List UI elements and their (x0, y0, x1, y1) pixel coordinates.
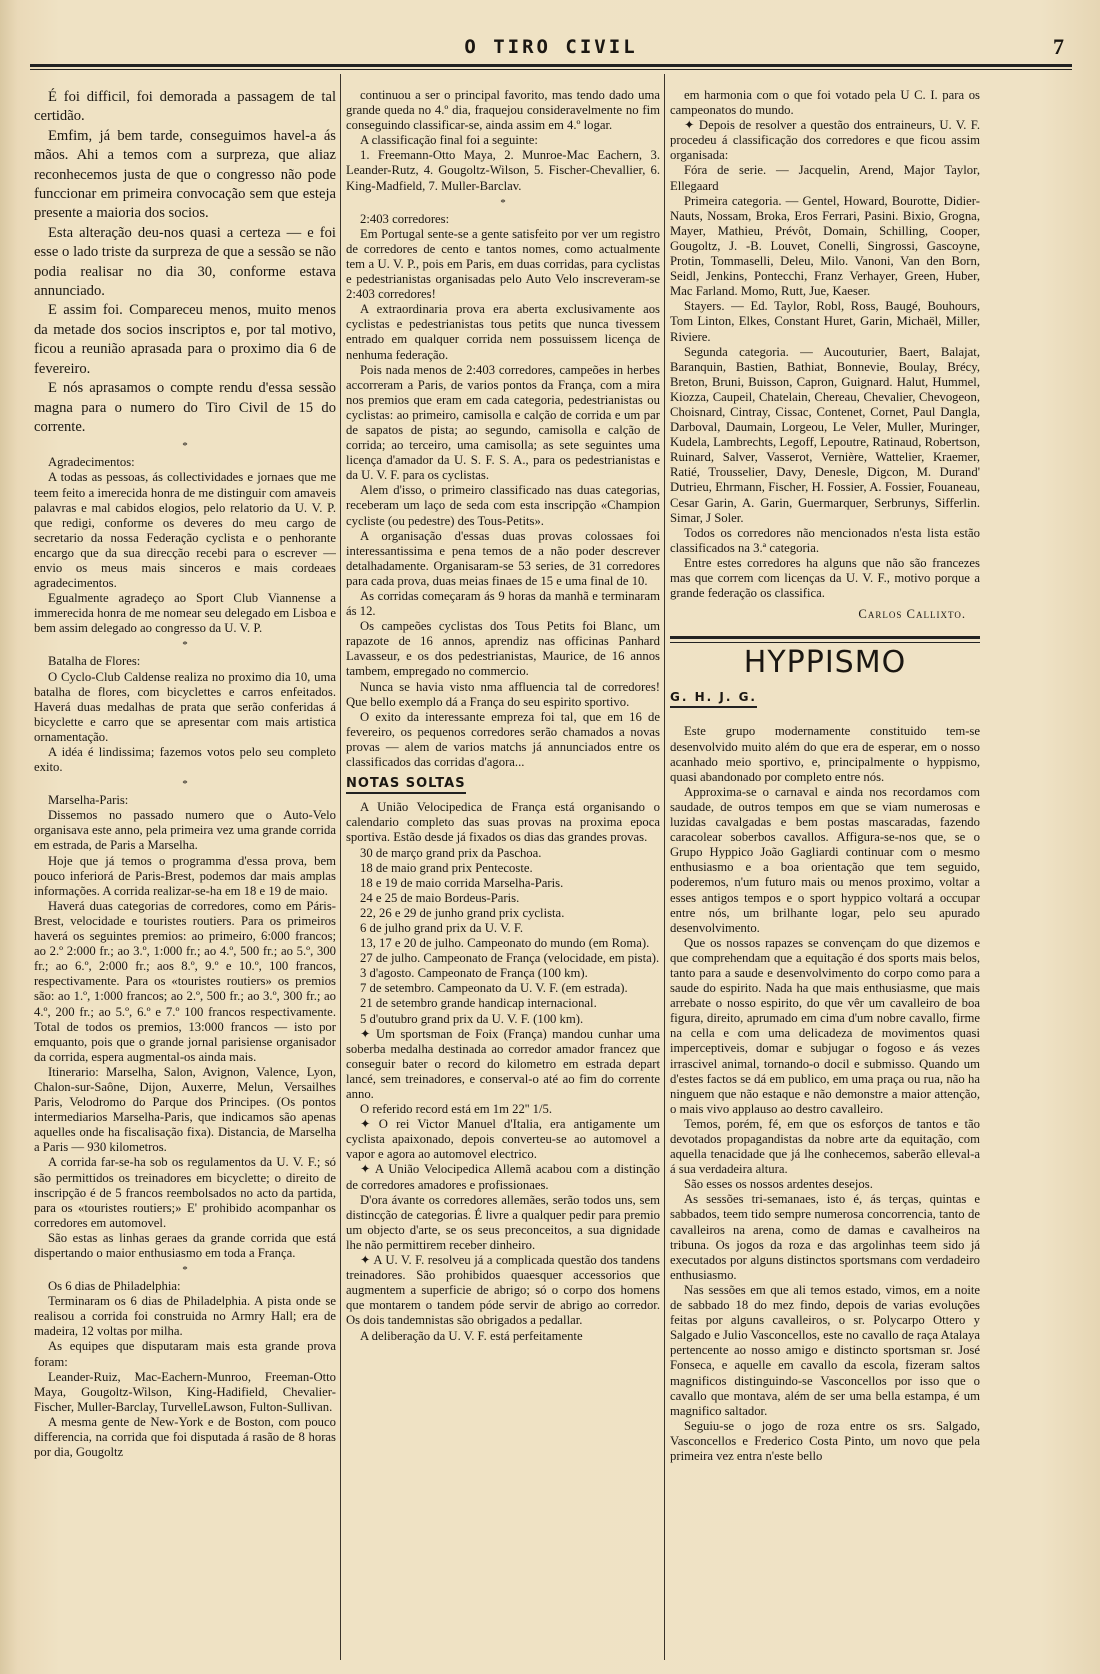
column-divider (664, 74, 665, 1660)
paragraph: A idéa é lindissima; fazemos votos pelo seu completo exito. (34, 745, 336, 775)
paragraph: continuou a ser o principal favorito, mas tendo dado uma grande queda no 4.º dia, fraquejou consideravelmente no fim conseguindo classificar-se, ainda assim em 4.º logar. (346, 88, 660, 133)
paragraph: 27 de julho. Campeonato de França (velocidade, em pista). (360, 951, 660, 966)
newspaper-title: O TIRO CIVIL (464, 36, 638, 58)
page-header (30, 34, 1072, 70)
paragraph: O exito da interessante empreza foi tal, que em 16 de fevereiro, os pequenos corredores serão chamados a novas provas — alem de varios matchs já annunciados entre os classificados das corridas d'agora... (346, 709, 660, 770)
paragraph: Entre estes corredores ha alguns que não são francezes mas que correm com licenças da U. V. F., motivo porque a grande federação os classifica. (670, 555, 980, 601)
paragraph: É foi difficil, foi demorada a passagem de tal certidão. (34, 89, 336, 125)
paragraph: E assim foi. Compareceu menos, muito menos da metade dos socios inscriptos e, por tal motivo, ficou a reunião aprasada para o proximo dia 6 de fevereiro. (34, 302, 336, 377)
paragraph: Em Portugal sente-se a gente satisfeito por ver um registro de corredores de cento e tantos nomes, como actualmente tem a U. V. P., pois em Paris, em duas corridas, para cyclistas e pedestrianistas organisadas pelo Auto Velo inscreveram-se 2:403 corredores! (346, 226, 660, 302)
paragraph: Os campeões cyclistas dos Tous Petits foi Blanc, um rapazote de 16 annos, aprendiz nas officinas Panhard Lavasseur, e os dos pedestrianistas, Maurice, de 16 annos tambem, empregado no commercio. (346, 619, 660, 679)
paragraph: Leander-Ruiz, Mac-Eachern-Munroo, Freeman-Otto Maya, Gougoltz-Wilson, King-Hadifield, Chevalier-Fischer, Muller-Barclay, TurvelleLawson, Fulton-Sullivan. (34, 1369, 336, 1414)
paragraph: 3 d'agosto. Campeonato de França (100 km). (360, 966, 588, 981)
paragraph: em harmonia com o que foi votado pela U C. I. para os campeonatos do mundo. (670, 88, 980, 118)
header-rule (30, 64, 1072, 67)
signature: Carlos Callixto. (858, 607, 966, 622)
paragraph: Batalha de Flores: (48, 654, 141, 669)
paragraph: Agradecimentos: (48, 455, 135, 470)
column-2 (346, 88, 660, 1658)
paragraph: Hoje que já temos o programma d'essa prova, bem pouco inferiorá de Paris-Brest, podemos dar mais amplas informações. A corrida realizar-se-ha em 18 e 19 de maio. (34, 853, 336, 898)
paragraph: 6 de julho grand prix da U. V. F. (360, 920, 524, 935)
paragraph: 18 de maio grand prix Pentecoste. (360, 860, 533, 875)
paragraph: Alem d'isso, o primeiro classificado nas duas categorias, receberam um laço de seda com esta inscripção «Champion cycliste (ou pedestre) des Tous-Petits». (346, 483, 660, 528)
paragraph: Pois nada menos de 2:403 corredores, campeões in herbes accorreram a Paris, de varios pontos da França, com a mira nos premios que eram em cada categoria, pedestrianistas ou cyclistas: ao primeiro, camisolla e calção de corrida e um par de sapatos de pista; ao segundo, camisolla e calção de corrida; ao terceiro, uma camisolla; as sete seguintes uma licença d'amador da U. S. F. S. A., para os pedestrianistas e da U. V. F. para os cyclistas. (346, 362, 660, 483)
paragraph: As equipes que disputaram mais esta grande prova foram: (34, 1339, 336, 1369)
paragraph: Terminaram os 6 dias de Philadelphia. A pista onde se realisou a corrida foi construida no Armry Hall; era de madeira, 12 voltas por milha. (34, 1294, 336, 1339)
paragraph: A todas as pessoas, ás collectividades e jornaes que me teem feito a imerecida honra de me distinguir com amaveis palavras e mal cabidos elogios, pelo relatorio da U. V. P. que redigi, conforme os deveres do meu cargo de secretario da nossa Federação cyclista e o penhorante encargo que da sua direcção recebi para o escrever — envio os meus mais sinceros e mais cordeaes agradecimentos. (34, 470, 336, 591)
subsection-title: G. H. J. G. (670, 690, 757, 708)
paragraph: Nunca se havia visto nma affluencia tal de corredores! Que bello exemplo dá a França do seu espirito sportivo. (346, 679, 660, 709)
paragraph: 22, 26 e 29 de junho grand prix cyclista. (360, 905, 565, 920)
paragraph: A classificação final foi a seguinte: (360, 133, 538, 148)
paragraph: A União Velocipedica de França está organisando o calendario completo das suas provas na proxima epoca sportiva. Estão desde já fixados os dias das grandes provas. (346, 800, 660, 845)
paragraph: Haverá duas categorias de corredores, como em Páris-Brest, velocidade e touristes routiers. Para os primeiros haverá os seguintes premios: ao primeiro, 6:000 francos; ao 2.º 2:000 fr.; ao 3.º, 1:000 fr.; ao 4.º, 500 fr.; ao 5.º, 300 fr.; ao 6.º, 2:000 fr.; aos 8.º, 9.º e 10.º, 100 francos, respectivamente. Para os «touristes routiers» os premios são: ao 1.º, 1:000 francos; ao 2.º, 500 fr.; ao 3.º, 300 fr.; ao 4.º, 200 fr.; ao 5.º, 6.º e 7.º 100 francos respectivamente. Total de todos os premios, 13:000 francos — isto por emquanto, pois que o grande jornal parisiense organisador da corrida, espera augmental-os ainda mais. (34, 898, 336, 1064)
paragraph: Esta alteração deu-nos quasi a certeza — e foi esse o lado triste da surpreza de que a sessão se não podia realisar no dia 30, conforme estava annunciado. (34, 224, 336, 300)
paragraph: ✦ A União Velocipedica Allemã acabou com a distinção de corredores amadores e profissionaes. (346, 1162, 660, 1192)
paragraph: ✦ O rei Victor Manuel d'Italia, era antigamente um cyclista apaixonado, depois converteu-se ao automovel a vapor e agora ao automovel electrico. (346, 1117, 660, 1162)
paragraph: A extraordinaria prova era aberta exclusivamente aos cyclistas e pedestrianistas tous petits que nunca tivessem entrado em qualquer corrida nem possuissem licença de nenhuma federação. (346, 302, 660, 362)
paragraph: Itinerario: Marselha, Salon, Avignon, Valence, Lyon, Chalon-sur-Saône, Dijon, Auxerre, Melun, Versailhes Paris, Velodromo do Parque dos Principes. (Os pontos intermediarios Marselha-Paris, que indicamos são apenas aquelles onde ha fiscalisação fixa). Distancia, de Marselha a Paris — 930 kilometros. (34, 1064, 336, 1155)
paragraph: Todos os corredores não mencionados n'esta lista estão classificados na 3.ª categoria. (670, 525, 980, 555)
paragraph: O Cyclo-Club Caldense realiza no proximo dia 10, uma batalha de flores, com bicyclettes e carros enfeitados. Haverá duas medalhas de prata que serão conferidas á bicyclette e carro que se apresentar com mais artistica ornamentação. (34, 669, 336, 744)
paragraph: Emfim, já bem tarde, conseguimos havel-a ás mãos. Ahi a temos com a surpreza, que aliaz reconhecemos justa de que o congresso não pode funccionar em primeira convocação sem que esteja presente a maioria dos socios. (34, 127, 336, 222)
paragraph: Segunda categoria. — Aucouturier, Baert, Balajat, Baranquin, Bastien, Bathiat, Bonnevie, Boulay, Brécy, Breton, Bruni, Buisson, Capron, Guignard. Halut, Hummel, Kiozza, Caupeil, Chatelain, Chereau, Chevalier, Chevogeon, Choisnard, Cintray, Cissac, Contenet, Cornet, Paul Dangla, Darboval, Daumain, Lorgeou, Le Veler, Muller, Muringer, Kudela, Lambrechts, Legoff, Lepoutre, Ratinaud, Robertson, Ruinard, Salver, Vasserot, Vernière, Wattelier, Kraemer, Ratié, Trousselier, Davy, Denesle, Digcon, M. Durand' Dutrieu, Ehrmann, Fischer, H. Fossier, A. Fossier, Fouaneau, Cesar Garin, A. Garin, Guermarquer, Serbrunys, Sifferlin. Simar, J Soler. (670, 344, 980, 525)
paragraph: 21 de setembro grande handicap internacional. (360, 996, 597, 1011)
paragraph: E nós aprasamos o compte rendu d'essa sessão magna para o numero do Tiro Civil de 15 do corrente. (34, 380, 336, 435)
paragraph: Primeira categoria. — Gentel, Howard, Bourotte, Didier-Nauts, Nossam, Broka, Eros Ferrari, Pasini. Bixio, Grogna, Mayer, Mathieu, Prévôt, Domain, Schilling, Cooper, Gougoltz, J. -B. Louvet, Conelli, Singrossi, Gascoyne, Protin, Tommaselli, Deleu, Milo. Vanoni, Van den Born, Seidl, Jenkins, Pontecchi, Franz Verhayer, Green, Huber, Mac Farland. Momo, Rutt, Jue, Kaeser. (670, 193, 980, 299)
paragraph: A deliberação da U. V. F. está perfeitamente (360, 1328, 583, 1343)
paragraph: 24 e 25 de maio Bordeus-Paris. (360, 890, 520, 905)
paragraph: 5 d'outubro grand prix da U. V. F. (100 km). (360, 1011, 584, 1026)
paragraph: Os 6 dias de Philadelphia: (48, 1279, 181, 1294)
section-rule (670, 636, 980, 639)
paragraph: Egualmente agradeço ao Sport Club Viannense a immerecida honra de me nomear seu delegado em Lisboa e bem assim delegado ao congresso da U. V. P. (34, 591, 336, 636)
paragraph: A mesma gente de New-York e de Boston, com pouco differencia, na corrida que foi disputada á rasão de 8 horas por dia, Gougoltz (34, 1414, 336, 1460)
paragraph: 13, 17 e 20 de julho. Campeonato do mundo (em Roma). (360, 936, 650, 951)
paragraph: As sessões tri-semanaes, isto é, ás terças, quintas e sabbados, teem tido sempre numerosa concorrencia, tanto de cavalleiros na arena, como de damas e cavalheiros na tribuna. Os jogos da roza e das argolinhas teem sido já executados por alguns distinctos sportsmans com verdadeiro enthusiasmo. (670, 1192, 980, 1282)
column-3 (670, 88, 980, 1658)
section-separator: * (182, 1264, 188, 1277)
paragraph: A organisação d'essas duas provas colossaes foi interessantissima e pena temos de a não poder descrever detalhadamente. Organisaram-se 53 series, de 31 corredores para cada prova, duas meias finaes de 15 e uma final de 10. (346, 528, 660, 588)
paragraph: ✦ A U. V. F. resolveu já a complicada questão dos tandens treinadores. São prohibidos quaesquer accessorios que augmentem a superficie de abrigo; só o corpo dos homens que montarem o tandem póde servir de abrigo ao corredor. Os dois tandemnistas são obrigados a pedallar. (346, 1253, 660, 1328)
paragraph: Approxima-se o carnaval e ainda nos recordamos com saudade, de outros tempos em que se viam numerosas e luzidas cavalgadas e bem postas mascaradas, fazendo caracolear soberbos cavallos. Affigura-se-nos que, se o Grupo Hyppico João Gagliardi continuar com o mesmo enthusiasmo e a boa orientação que tem seguido, poderemos, n'um futuro mais ou menos proximo, voltar a esses antigos tempos e o sport hyppico voltará a occupar entre nós, um brilhante logar, pelo seu apurado desenvolvimento. (670, 784, 980, 935)
paragraph: As corridas começaram ás 9 horas da manhã e terminaram ás 12. (346, 589, 660, 619)
section-separator: * (182, 639, 188, 652)
paragraph: São estas as linhas geraes da grande corrida que está dispertando o maior enthusiasmo em toda a França. (34, 1230, 336, 1260)
paragraph: O referido record está em 1m 22'' 1/5. (360, 1102, 552, 1117)
paragraph: 2:403 corredores: (360, 211, 450, 226)
column-divider (340, 74, 341, 1660)
paragraph: Nas sessões em que ali temos estado, vimos, em a noite de sabbado 18 do mez findo, depois de varias evoluções feitas por alguns cavalleiros, o sr. Polycarpo Ottero y Salgado e Julio Vasconcellos, este no cavallo de raça Atalaya pertencente ao nosso amigo e distincto sportsman sr. José Fonseca, e aquelle em cavallo da escola, fizeram saltos magnificos distinguindo-se Vasconcellos por isso que o cavallo que montava, além de ser uma bella estampa, é um magnifico saltador. (670, 1282, 980, 1418)
paragraph: São esses os nossos ardentes desejos. (684, 1177, 873, 1192)
paragraph: 18 e 19 de maio corrida Marselha-Paris. (360, 875, 564, 890)
paragraph: Que os nossos rapazes se convençam do que dizemos e que comprehendam que a equitação é dos sports mais belos, tanto para a saude e desenvolvimento do corpo como para a saude do espirito. Nada ha que mais enthusiasme, que mais arrebate o nosso espirito, do que vêr um cavalleiro de boa figura, direito, aprumado em cima d'um nobre cavallo, firme na cella e com uma delicadeza de movimentos quasi imperceptiveis, domar e subjugar o fogoso e ás vezes irrascivel animal, tornando-o docil e submisso. Quando um d'estes factos se dá em publico, em uma praça ou rua, não ha ninguem que não estaque e não demonstre a maior attenção, o mais vivo applauso ao destro cavalleiro. (670, 935, 980, 1116)
paragraph: Dissemos no passado numero que o Auto-Velo organisava este anno, pela primeira vez uma grande corrida em estrada, de Paris a Marselha. (34, 808, 336, 853)
section-separator: * (182, 778, 188, 791)
paragraph: A corrida far-se-ha sob os regulamentos da U. V. F.; só são permittidos os treinadores em bicyclette; o direito de inscripção é de 5 francos reembolsados no acto da partida, para os «touristes routiers;» E' prohibido acompanhar os corredores em automovel. (34, 1155, 336, 1230)
paragraph: Fóra de serie. — Jacquelin, Arend, Major Taylor, Ellegaard (670, 163, 980, 193)
column-1 (34, 88, 336, 1658)
paragraph: ✦ Depois de resolver a questão dos entraineurs, U. V. F. procedeu á classificação dos corredores e que ficou assim organisada: (670, 118, 980, 163)
paragraph: Marselha-Paris: (48, 793, 129, 808)
paragraph: ✦ Um sportsman de Foix (França) mandou cunhar uma soberba medalha destinada ao corredor amador francez que conseguir bater o record do kilometro em estrada depart lancé, sem treinadores, e conserval-o até ao fim do corrente anno. (346, 1026, 660, 1101)
section-title-notas-soltas: NOTAS SOLTAS (346, 776, 466, 794)
page-number: 7 (1053, 34, 1064, 59)
paragraph: Stayers. — Ed. Taylor, Robl, Ross, Baugé, Bouhours, Tom Linton, Elkes, Constant Huret, Garin, Michaël, Miller, Riviere. (670, 299, 980, 344)
paragraph: Seguiu-se o jogo de roza entre os srs. Salgado, Vasconcellos e Frederico Costa Pinto, um novo que pela primeira vez entra n'este bello (670, 1418, 980, 1463)
section-rule-thin (670, 642, 980, 643)
section-title-hyppismo: HYPPISMO (743, 645, 907, 681)
paragraph: 1. Freemann-Otto Maya, 2. Munroe-Mac Eachern, 3. Leander-Rutz, 4. Gougoltz-Wilson, 5. Fischer-Chevallier, 6. King-Madfield, 7. Muller-Barclav. (346, 148, 660, 193)
paragraph: 7 de setembro. Campeonato da U. V. F. (em estrada). (360, 981, 628, 996)
header-rule-thin (30, 69, 1072, 70)
paragraph: D'ora ávante os corredores allemães, serão todos uns, sem distincção de categorias. É livre a qualquer pedir para premio um objecto d'arte, se os seus preconceitos, a sua dignidade lhe não permittirem receber dinheiro. (346, 1192, 660, 1252)
paragraph: Temos, porém, fé, em que os esforços de tantos e tão devotados propagandistas da nobre arte da equitação, com aquella tenacidade que já lhe conhecemos, saberão elleval-a á sua verdadeira altura. (670, 1116, 980, 1177)
section-separator: * (500, 196, 506, 209)
paragraph: Este grupo modernamente constituido tem-se desenvolvido muito além do que era de esperar, em o nosso acanhado meio sportivo, e, principalmente o hyppismo, quasi abandonado por completo entre nós. (670, 724, 980, 784)
paragraph: 30 de março grand prix da Paschoa. (360, 845, 542, 860)
section-separator: * (182, 440, 188, 453)
